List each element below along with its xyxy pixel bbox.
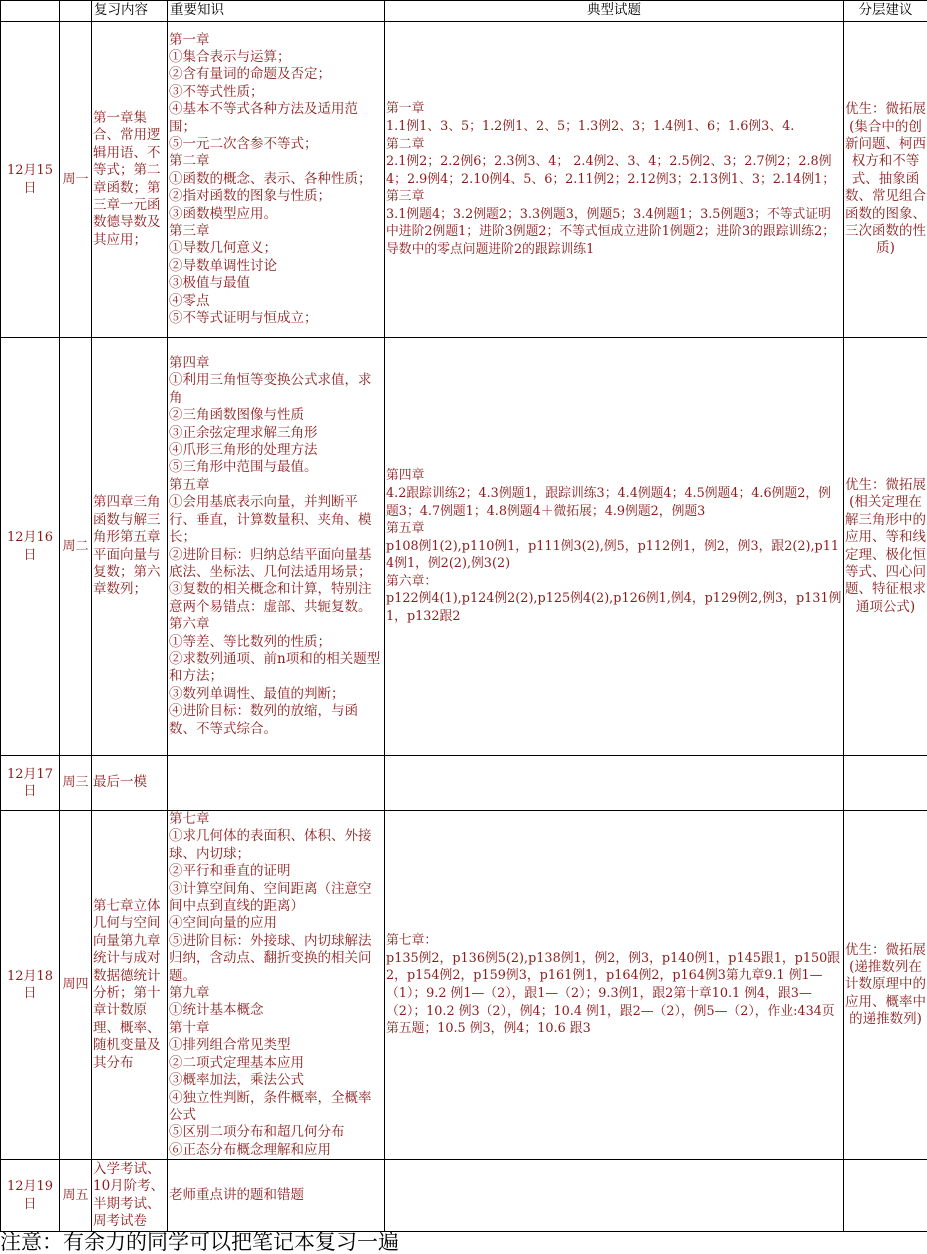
cell-line: ②指对函数的图象与性质； <box>169 188 383 205</box>
cell-line: ③不等式性质； <box>169 84 383 101</box>
cell-line: ①等差、等比数列的性质； <box>169 634 383 651</box>
knowledge-cell <box>168 756 385 811</box>
cell-line: 第六章： <box>386 573 842 591</box>
header-content: 复习内容 <box>92 1 168 22</box>
cell-line: ③极值与最值 <box>169 275 383 292</box>
cell-line: ③正余弦定理求解三角形 <box>169 425 383 442</box>
footer-note: 注意：有余力的同学可以把笔记本复习一遍 <box>0 1230 399 1254</box>
header-date <box>1 1 60 22</box>
date-cell: 12月17日 <box>1 756 60 811</box>
cell-line: ②平行和垂直的证明 <box>169 863 383 880</box>
header-row <box>1 1 927 22</box>
cell-line: ①排列组合常见类型 <box>169 1037 383 1054</box>
cell-line: ⑤一元二次含参不等式； <box>169 136 383 153</box>
cell-line: ③概率加法，乘法公式 <box>169 1072 383 1089</box>
cell-line: p122例4(1),p124例2(2),p125例4(2),p126例1,例4，p129例2,例3，p131例1，p132跟2 <box>386 590 842 625</box>
cell-line: ②求数列通项、前n项和的相关题型和方法； <box>169 651 383 686</box>
cell-line: 第七章 <box>169 811 383 828</box>
date-cell: 12月15日 <box>1 22 60 338</box>
header-weekday <box>60 1 92 22</box>
cell-line: 第五章 <box>169 477 383 494</box>
knowledge-cell <box>168 22 385 338</box>
table-row <box>1 811 927 1160</box>
cell-line: 第七章： <box>386 932 842 950</box>
cell-line: ⑤进阶目标：外接球、内切球解法归纳，含动点、翻折变换的相关问题。 <box>169 933 383 985</box>
advice-cell: 优生：微拓展(集合中的创新问题、柯西权方和不等式、抽象函数、常见组合函数的图象、三次函数的性质) <box>844 22 927 338</box>
cell-line: 第一章 <box>169 32 383 49</box>
cell-line: ②进阶目标：归纳总结平面向量基底法、坐标法、几何法适用场景； <box>169 547 383 582</box>
table-row <box>1 22 927 338</box>
cell-line: ①统计基本概念 <box>169 1002 383 1019</box>
cell-line: ①函数的概念、表示、各种性质； <box>169 171 383 188</box>
cell-line: ②导数单调性讨论 <box>169 258 383 275</box>
cell-line: 第二章 <box>386 136 842 154</box>
cell-line: 第四章 <box>386 467 842 485</box>
cell-line: 3.1例题4；3.2例题2；3.3例题3，例题5；3.4例题1；3.5例题3；不等式证明中进阶2例题1；进阶3例题2；不等式恒成立进阶1例题2；进阶3的跟踪训练2；导数中的零点问题进阶2的跟踪训练1 <box>386 206 842 259</box>
content-cell: 第一章集合、常用逻辑用语、不等式；第二章函数；第三章一元函数德导数及其应用； <box>92 22 168 338</box>
cell-line: 第一章 <box>386 100 842 118</box>
table-row <box>1 1160 927 1232</box>
weekday-cell: 周四 <box>60 811 92 1160</box>
table-row <box>1 756 927 811</box>
examples-cell <box>385 338 844 756</box>
cell-line: ①会用基底表示向量，并判断平行、垂直，计算数量积、夹角、模长； <box>169 494 383 546</box>
cell-line: ④爪形三角形的处理方法 <box>169 442 383 459</box>
cell-line: 第三章 <box>386 188 842 206</box>
header-advice: 分层建议 <box>844 1 927 22</box>
header-examples: 典型试题 <box>385 1 844 22</box>
cell-line: ③数列单调性、最值的判断； <box>169 686 383 703</box>
advice-cell: 优生：微拓展(相关定理在解三角形中的应用、等和线定理、极化恒等式、四心问题、特征根求通项公式) <box>844 338 927 756</box>
examples-cell <box>385 756 844 811</box>
cell-line: 第六章 <box>169 616 383 633</box>
cell-line: ⑥正态分布概念理解和应用 <box>169 1142 383 1159</box>
cell-line: 第十章 <box>169 1020 383 1037</box>
knowledge-cell <box>168 1160 385 1232</box>
date-cell: 12月18日 <box>1 811 60 1160</box>
examples-cell <box>385 22 844 338</box>
cell-line: ②三角函数图像与性质 <box>169 407 383 424</box>
cell-line: ①集合表示与运算； <box>169 49 383 66</box>
header-knowledge: 重要知识 <box>168 1 385 22</box>
cell-line: ①导数几何意义； <box>169 240 383 257</box>
cell-line: ②二项式定理基本应用 <box>169 1055 383 1072</box>
advice-cell <box>844 1160 927 1232</box>
cell-line: 老师重点讲的题和错题 <box>169 1187 383 1204</box>
weekday-cell: 周一 <box>60 22 92 338</box>
examples-cell <box>385 1160 844 1232</box>
cell-line: ④独立性判断，条件概率，全概率公式 <box>169 1090 383 1125</box>
cell-line: ③函数模型应用。 <box>169 206 383 223</box>
advice-cell: 优生：微拓展(递推数列在计数原理中的应用、概率中的递推数列) <box>844 811 927 1160</box>
cell-line: ⑤不等式证明与恒成立； <box>169 310 383 327</box>
content-cell: 入学考试、10月阶考、半期考试、周考试卷 <box>92 1160 168 1232</box>
cell-line: ⑤区别二项分布和超几何分布 <box>169 1124 383 1141</box>
cell-line: 第九章 <box>169 985 383 1002</box>
cell-line: 第三章 <box>169 223 383 240</box>
cell-line: ④进阶目标：数列的放缩，与函数、不等式综合。 <box>169 703 383 738</box>
content-cell: 第四章三角函数与解三角形第五章平面向量与复数；第六章数列； <box>92 338 168 756</box>
cell-line: p135例2，p136例5(2),p138例1，例2，例3，p140例1，p145跟1，p150跟2，p154例2，p159例3，p161例1，p164例2，p164例3第九章9.1 例1—（1）；9.2 例1—（2），跟1—（2）；9.3例1，跟2第十章10.1 例4，跟3—（2）；10.2 例3（2），例4；10.4 例1，跟2—（2），例5—（2），作业:434页第五题；10.5 例3，例4；10.6 跟3 <box>386 950 842 1038</box>
cell-line: ①利用三角恒等变换公式求值，求角 <box>169 372 383 407</box>
cell-line: ②含有量词的命题及否定； <box>169 66 383 83</box>
advice-cell <box>844 756 927 811</box>
cell-line: ④零点 <box>169 293 383 310</box>
date-cell: 12月19日 <box>1 1160 60 1232</box>
cell-line: ⑤三角形中范围与最值。 <box>169 459 383 476</box>
content-cell: 最后一模 <box>92 756 168 811</box>
cell-line: 第四章 <box>169 355 383 372</box>
cell-line: 1.1例1、3、5；1.2例1、2、5；1.3例2、3；1.4例1、6；1.6例3、4. <box>386 118 842 136</box>
examples-cell <box>385 811 844 1160</box>
weekday-cell: 周二 <box>60 338 92 756</box>
cell-line: ③计算空间角、空间距离（注意空间中点到直线的距离） <box>169 881 383 916</box>
weekday-cell: 周三 <box>60 756 92 811</box>
cell-line: ④基本不等式各种方法及适用范围； <box>169 101 383 136</box>
cell-line: 第二章 <box>169 153 383 170</box>
cell-line: p108例1(2),p110例1，p111例3(2),例5，p112例1，例2，例3，跟2(2),p114例1，例2(2),例3(2) <box>386 538 842 573</box>
cell-line: 4.2跟踪训练2；4.3例题1，跟踪训练3；4.4例题4；4.5例题4；4.6例题2，例题3；4.7例题1；4.8例题4＋微拓展；4.9例题2，例题3 <box>386 485 842 520</box>
content-cell: 第七章立体几何与空间向量第九章统计与成对数据德统计分析；第十章计数原理、概率、随机变量及其分布 <box>92 811 168 1160</box>
weekday-cell: 周五 <box>60 1160 92 1232</box>
cell-line: ①求几何体的表面积、体积、外接球、内切球； <box>169 828 383 863</box>
cell-line: 第五章 <box>386 520 842 538</box>
date-cell: 12月16日 <box>1 338 60 756</box>
cell-line: 2.1例2；2.2例6；2.3例3、4； 2.4例2、3、4；2.5例2、3；2.7例2；2.8例4；2.9例4；2.10例4、5、6；2.11例2；2.12例3；2.13例1、3；2.14例1； <box>386 153 842 188</box>
cell-line: ③复数的相关概念和计算，特别注意两个易错点：虚部、共轭复数。 <box>169 581 383 616</box>
knowledge-cell <box>168 338 385 756</box>
knowledge-cell <box>168 811 385 1160</box>
table-row <box>1 338 927 756</box>
cell-line: ④空间向量的应用 <box>169 915 383 932</box>
